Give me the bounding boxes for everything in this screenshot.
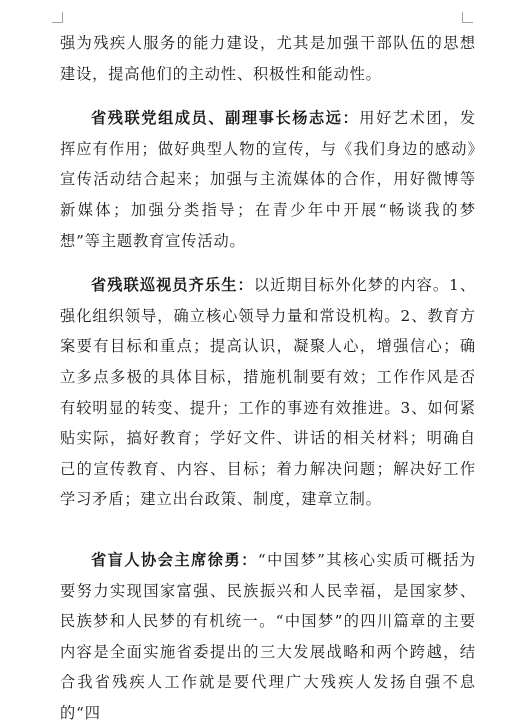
paragraph-4-speaker: 省盲人协会主席徐勇： [91, 550, 258, 569]
paragraph-4-text: “中国梦”其核心实质可概括为要努力实现国家富强、民族振兴和人民幸福，是国家梦、民族梦和人民梦的有机统一。“中国梦”的四川篇章的主要内容是全面实施省委提出的三大发展战略和两个跨越，结合我省残疾人工作就是要代理广大残疾人发扬自强不息的“四 [60, 550, 477, 722]
top-left-margin-mark [52, 12, 63, 23]
paragraph-3 [60, 270, 476, 515]
paragraph-1-text: 强为残疾人服务的能力建设，尤其是加强干部队伍的思想建设，提高他们的主动性、积极性和能动性。 [60, 34, 476, 83]
paragraph-2-speaker: 省残联党组成员、副理事长杨志远： [91, 109, 360, 128]
paragraph-3-text: 以近期目标外化梦的内容。1、强化组织领导，确立核心领导力量和常设机构。2、教育方案要有目标和重点；提高认识，凝聚人心，增强信心；确立多点多极的具体目标，措施机制要有效；工作作风是否有较明显的转变、提升；工作的事迹有效推进。3、如何紧贴实际，搞好教育；学好文件、讲话的相关材料；明确自己的宣传教育、内容、目标；着力解决问题；解决好工作学习矛盾；建立出台政策、制度，建章立制。 [60, 276, 477, 509]
paragraph-3-speaker: 省残联巡视员齐乐生： [91, 276, 254, 295]
paragraph-2-text: 用好艺术团，发挥应有作用；做好典型人物的宣传，与《我们身边的感动》宣传活动结合起来；加强与主流媒体的合作，用好微博等新媒体；加强分类指导；在青少年中开展“畅谈我的梦想”等主题教育宣传活动。 [60, 109, 476, 250]
paragraph-2 [60, 103, 476, 256]
paragraph-4 [60, 545, 476, 728]
top-right-margin-mark [462, 12, 473, 23]
document-body [60, 28, 476, 728]
paragraph-1 [60, 28, 476, 89]
